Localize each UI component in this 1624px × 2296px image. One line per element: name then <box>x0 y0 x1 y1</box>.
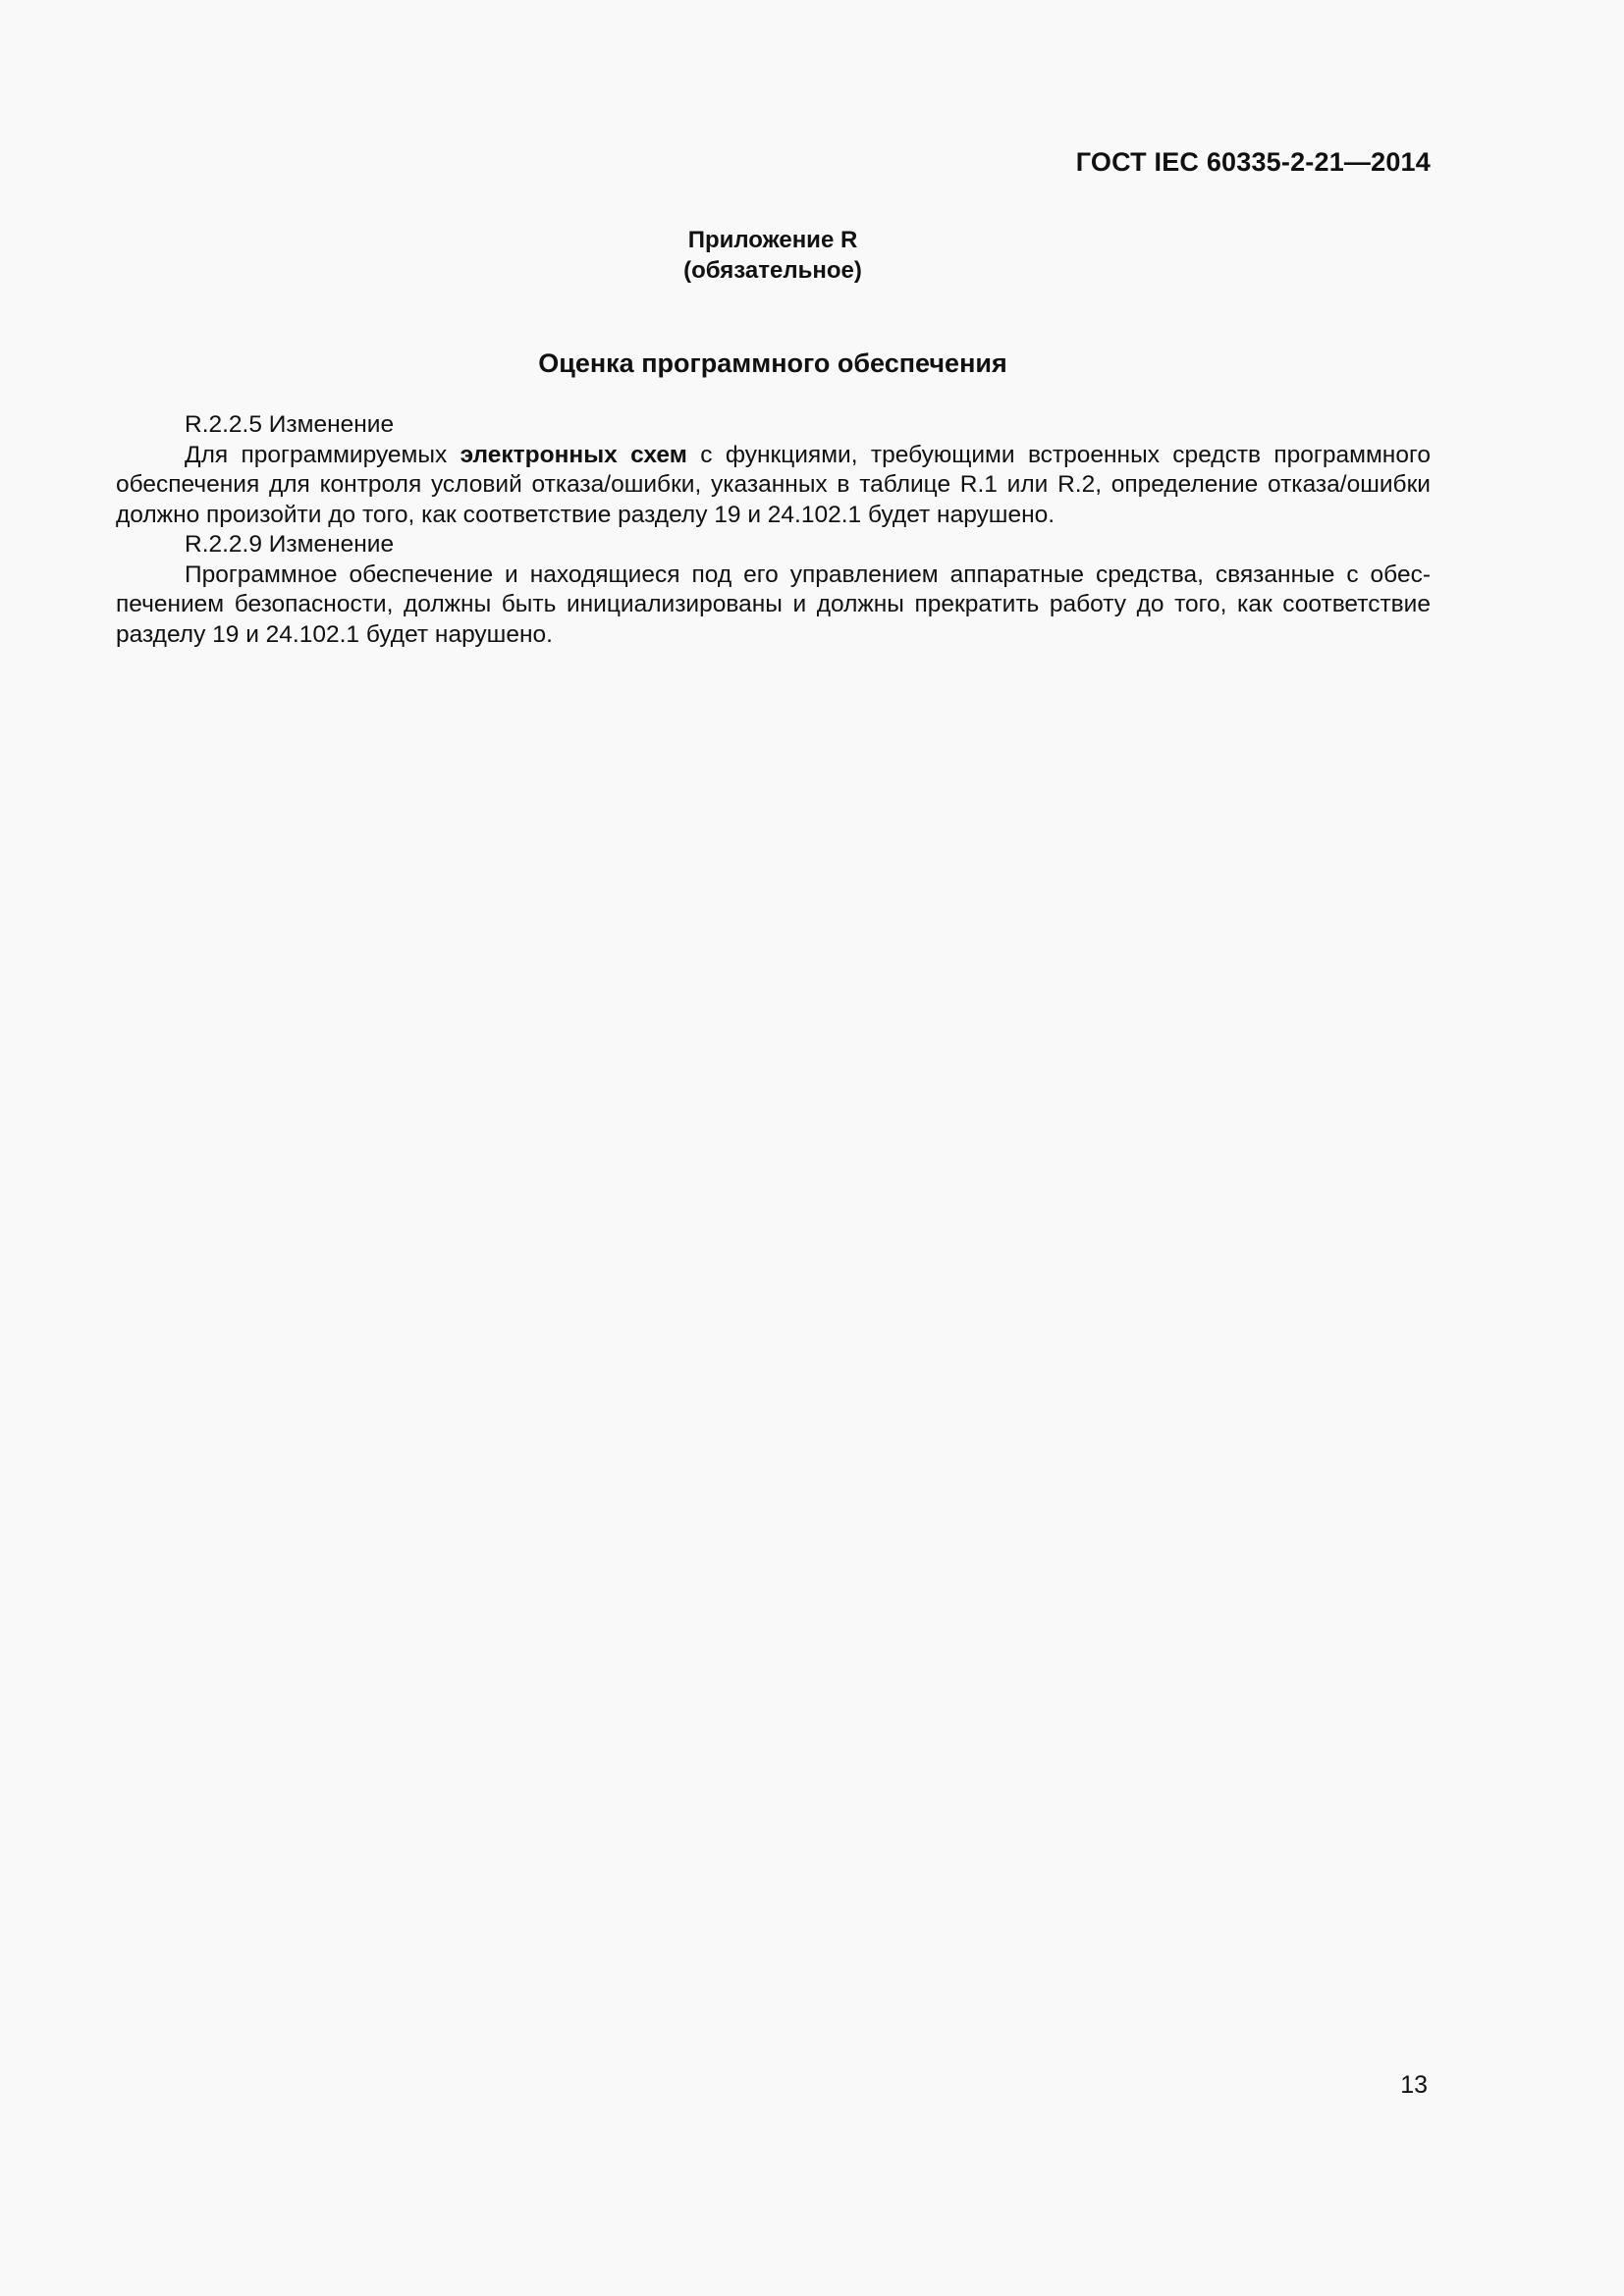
paragraph-text: с функциями, требующими встроенных средств программного обеспечения для контроля условий отказа/ошибки, указанных в таблице R.1 или R.2, определение отказа/ошибки должно произойти до того, как соответствие разделу 19 и 24.102.1 будет нарушено. <box>116 441 1431 528</box>
document-code-header: ГОСТ IEC 60335-2-21—2014 <box>1075 147 1431 177</box>
clause-paragraph: Программное обеспечение и находящиеся под его управлением аппаратные средства, связанные с обеспечением безопасности, должны быть инициализированы и должны прекратить работу до того, как соответствие разделу 19 и 24.102.1 будет нарушено. <box>116 561 1431 648</box>
clause-heading: R.2.2.5 Изменение <box>185 411 395 438</box>
annex-heading <box>0 225 1545 286</box>
section-title: Оценка программного обеспечения <box>538 348 1007 378</box>
annex-status: (обязательное) <box>683 257 862 284</box>
document-body <box>116 410 1431 650</box>
clause-heading: R.2.2.9 Изменение <box>185 531 395 558</box>
bold-term: электронных схем <box>460 441 687 468</box>
page-number: 13 <box>1400 2071 1428 2099</box>
paragraph-text: Для программируемых <box>185 441 460 468</box>
clause-paragraph <box>116 441 1431 531</box>
annex-title: Приложение R <box>687 227 858 253</box>
